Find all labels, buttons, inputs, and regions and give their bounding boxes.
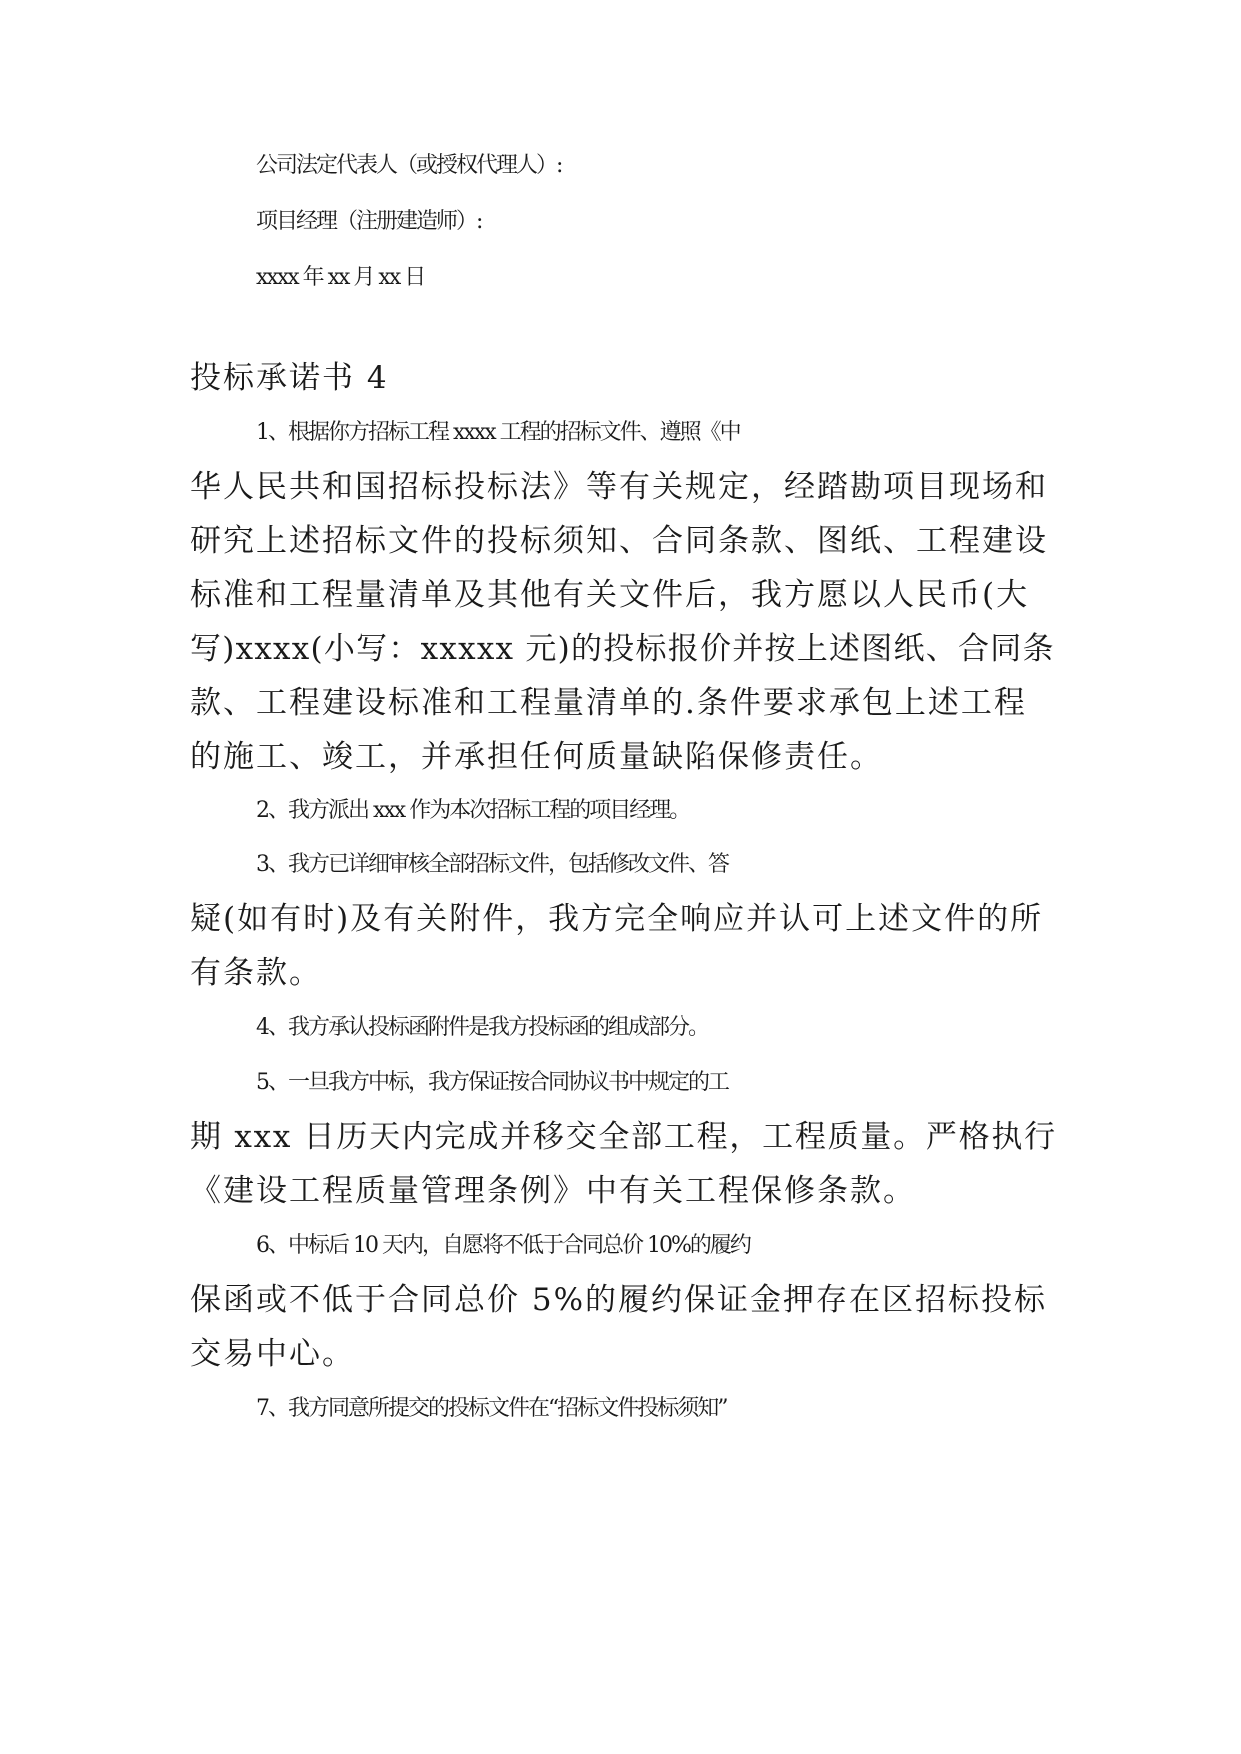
paragraph-line: 交易中心。 xyxy=(190,1336,355,1372)
paragraph-line: 标准和工程量清单及其他有关文件后，我方愿以人民币(大 xyxy=(190,577,1030,613)
paragraph-line: 3、我方已详细审核全部招标文件，包括修改文件、答 xyxy=(256,852,728,877)
paragraph-line: 4、我方承认投标函附件是我方投标函的组成部分。 xyxy=(256,1015,708,1040)
paragraph-line: 期 xxx 日历天内完成并移交全部工程，工程质量。严格执行 xyxy=(190,1119,1057,1155)
paragraph-line: 的施工、竣工，并承担任何质量缺陷保修责任。 xyxy=(190,739,883,775)
paragraph-line: 疑(如有时)及有关附件，我方完全响应并认可上述文件的所 xyxy=(190,901,1044,937)
date-line: xxxx 年 xx 月 xx 日 xyxy=(256,265,425,290)
paragraph-line: 写)xxxx(小写：xxxxx 元)的投标报价并按上述图纸、合同条 xyxy=(190,631,1055,667)
paragraph-line: 6、中标后 10 天内，自愿将不低于合同总价 10%的履约 xyxy=(256,1233,750,1258)
paragraph-line: 华人民共和国招标投标法》等有关规定，经踏勘项目现场和 xyxy=(190,469,1048,505)
paragraph-line: 《建设工程质量管理条例》中有关工程保修条款。 xyxy=(190,1173,916,1209)
project-manager-line: 项目经理（注册建造师）: xyxy=(256,209,482,234)
section-title: 投标承诺书 4 xyxy=(190,360,389,396)
paragraph-line: 7、我方同意所提交的投标文件在“招标文件投标须知” xyxy=(256,1396,727,1421)
paragraph-line: 保函或不低于合同总价 5%的履约保证金押存在区招标投标 xyxy=(190,1282,1048,1318)
paragraph-line: 5、一旦我方中标，我方保证按合同协议书中规定的工 xyxy=(256,1070,728,1095)
paragraph-line: 款、工程建设标准和工程量清单的.条件要求承包上述工程 xyxy=(190,685,1027,721)
paragraph-line: 研究上述招标文件的投标须知、合同条款、图纸、工程建设 xyxy=(190,523,1048,559)
paragraph-line: 有条款。 xyxy=(190,955,322,991)
legal-representative-line: 公司法定代表人（或授权代理人）: xyxy=(256,153,562,178)
paragraph-line: 1、根据你方招标工程 xxxx 工程的招标文件、遵照《中 xyxy=(256,420,740,445)
paragraph-line: 2、我方派出 xxx 作为本次招标工程的项目经理。 xyxy=(256,798,690,823)
